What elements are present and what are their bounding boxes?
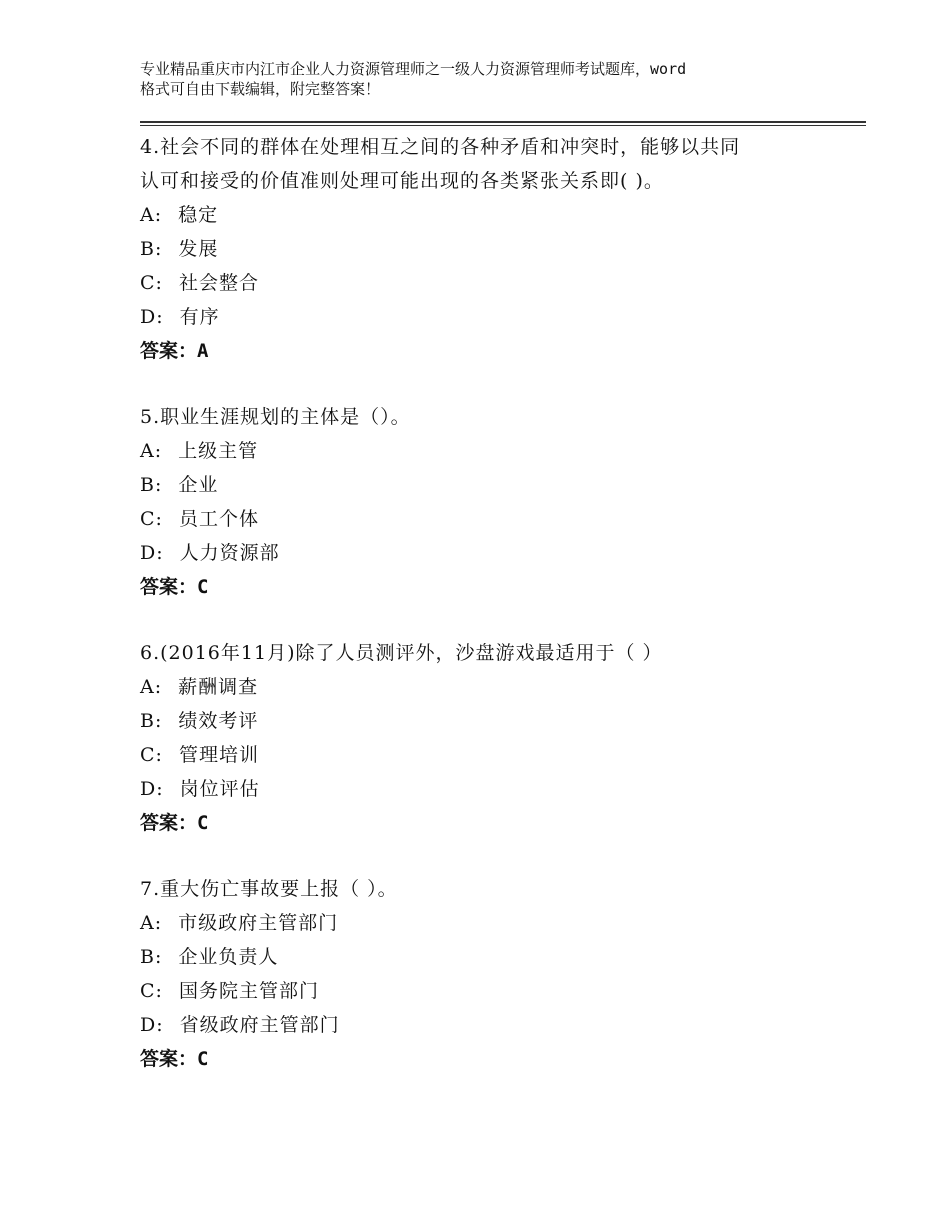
option-key: D: bbox=[140, 542, 164, 564]
option-a bbox=[140, 906, 860, 940]
option-text: 薪酬调查 bbox=[178, 676, 259, 698]
answer-line bbox=[140, 334, 860, 368]
option-text: 岗位评估 bbox=[179, 778, 260, 800]
answer-label: 答案： bbox=[140, 1048, 198, 1070]
answer-label: 答案： bbox=[140, 812, 198, 834]
option-text: 人力资源部 bbox=[179, 542, 280, 564]
option-b bbox=[140, 232, 860, 266]
option-c bbox=[140, 266, 860, 300]
question-4 bbox=[140, 130, 860, 368]
option-b bbox=[140, 704, 860, 738]
question-stem: 5.职业生涯规划的主体是（）。 bbox=[140, 406, 411, 428]
option-key: D: bbox=[140, 778, 164, 800]
header-rule-thin bbox=[140, 125, 866, 126]
option-c bbox=[140, 502, 860, 536]
question-stem: 6.(2016年11月)除了人员测评外，沙盘游戏最适用于（ ） bbox=[140, 642, 663, 664]
option-key: B: bbox=[140, 946, 163, 968]
option-a bbox=[140, 434, 860, 468]
option-key: A: bbox=[140, 912, 163, 934]
option-text: 发展 bbox=[178, 238, 219, 260]
option-key: C: bbox=[140, 744, 163, 766]
option-text: 管理培训 bbox=[178, 744, 259, 766]
option-text: 稳定 bbox=[178, 204, 219, 226]
option-text: 国务院主管部门 bbox=[178, 980, 319, 1002]
option-text: 企业负责人 bbox=[178, 946, 279, 968]
option-b bbox=[140, 468, 860, 502]
option-text: 有序 bbox=[179, 306, 220, 328]
option-key: C: bbox=[140, 508, 163, 530]
header-line-1: 专业精品重庆市内江市企业人力资源管理师之一级人力资源管理师考试题库，word bbox=[140, 60, 687, 78]
question-stem: 4.社会不同的群体在处理相互之间的各种矛盾和冲突时，能够以共同 bbox=[140, 136, 741, 158]
option-text: 企业 bbox=[178, 474, 219, 496]
answer-value: A bbox=[197, 340, 209, 362]
document-header bbox=[140, 59, 840, 99]
option-key: C: bbox=[140, 272, 163, 294]
question-stem: 7.重大伤亡事故要上报（ ）。 bbox=[140, 878, 398, 900]
option-b bbox=[140, 940, 860, 974]
option-text: 绩效考评 bbox=[178, 710, 259, 732]
answer-label: 答案： bbox=[140, 576, 198, 598]
option-key: A: bbox=[140, 676, 163, 698]
option-text: 上级主管 bbox=[178, 440, 259, 462]
answer-line bbox=[140, 806, 860, 840]
question-list bbox=[140, 130, 860, 1108]
question-stem-cont: 认可和接受的价值准则处理可能出现的各类紧张关系即( )。 bbox=[140, 170, 664, 192]
option-a bbox=[140, 670, 860, 704]
answer-line bbox=[140, 1042, 860, 1076]
option-text: 市级政府主管部门 bbox=[178, 912, 339, 934]
header-rule-thick bbox=[140, 121, 866, 123]
header-line-2: 格式可自由下载编辑，附完整答案！ bbox=[140, 80, 381, 98]
option-c bbox=[140, 974, 860, 1008]
answer-value: C bbox=[197, 576, 209, 598]
option-c bbox=[140, 738, 860, 772]
option-d bbox=[140, 536, 860, 570]
option-key: C: bbox=[140, 980, 163, 1002]
option-d bbox=[140, 300, 860, 334]
answer-label: 答案： bbox=[140, 340, 198, 362]
option-text: 省级政府主管部门 bbox=[179, 1014, 340, 1036]
option-d bbox=[140, 772, 860, 806]
question-6 bbox=[140, 636, 860, 840]
option-key: B: bbox=[140, 238, 163, 260]
option-key: D: bbox=[140, 306, 164, 328]
option-a bbox=[140, 198, 860, 232]
option-key: A: bbox=[140, 204, 163, 226]
answer-value: C bbox=[197, 1048, 209, 1070]
option-d bbox=[140, 1008, 860, 1042]
option-key: B: bbox=[140, 710, 163, 732]
option-key: B: bbox=[140, 474, 163, 496]
option-key: A: bbox=[140, 440, 163, 462]
question-7 bbox=[140, 872, 860, 1076]
option-text: 员工个体 bbox=[178, 508, 259, 530]
question-5 bbox=[140, 400, 860, 604]
option-text: 社会整合 bbox=[178, 272, 259, 294]
answer-value: C bbox=[197, 812, 209, 834]
option-key: D: bbox=[140, 1014, 164, 1036]
answer-line bbox=[140, 570, 860, 604]
